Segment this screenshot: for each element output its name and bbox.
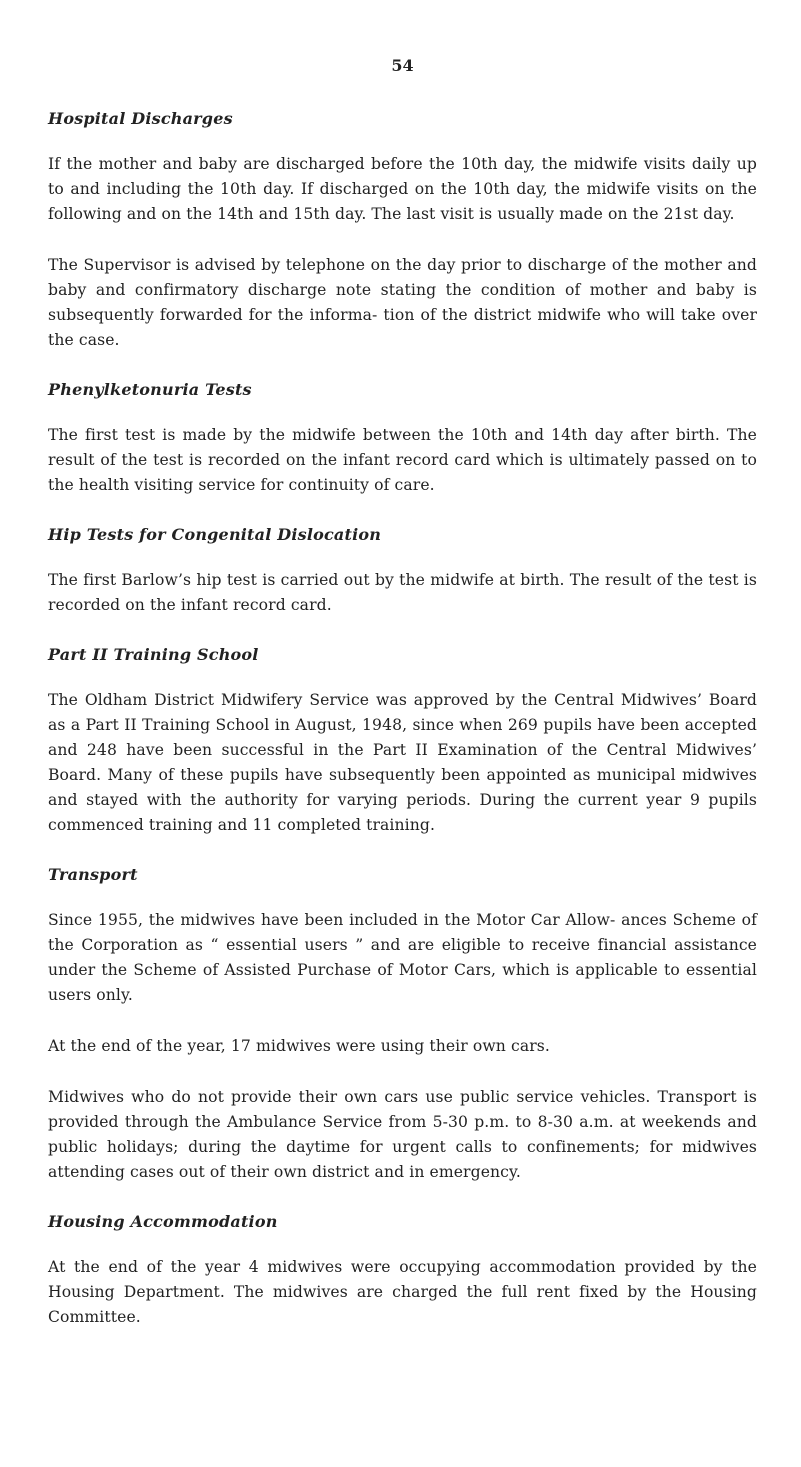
paragraph: At the end of the year, 17 midwives were using their own cars. <box>48 1037 550 1055</box>
paragraph: The Supervisor is advised by telephone on the day prior to discharge of the mother and baby and confirmatory discharge note stating the condition of mother and baby is subsequently forwarded for the informa- tion of the district midwife who will take over the case. <box>48 256 757 349</box>
paragraph: Since 1955, the midwives have been included in the Motor Car Allow- ances Scheme of the Corporation as “ essential users ” and are eligible to receive financial assistance under the Scheme of Assisted Purchase of Motor Cars, which is applicable to essential users only. <box>48 911 757 1004</box>
section-heading: Phenylketonuria Tests <box>48 380 252 399</box>
section-heading: Part II Training School <box>48 645 259 664</box>
section-transport <box>48 864 757 1185</box>
section-housing-accommodation <box>48 1211 757 1330</box>
section-phenylketonuria-tests <box>48 379 757 498</box>
section-hospital-discharges <box>48 108 757 353</box>
section-hip-tests <box>48 524 757 618</box>
paragraph: The first test is made by the midwife between the 10th and 14th day after birth. The result of the test is recorded on the infant record card which is ultimately passed on to the health visiting service for continuity of care. <box>48 426 757 494</box>
section-heading: Transport <box>48 865 138 884</box>
paragraph: The first Barlow’s hip test is carried out by the midwife at birth. The result of the test is recorded on the infant record card. <box>48 571 757 614</box>
section-heading: Hospital Discharges <box>48 109 233 128</box>
paragraph: At the end of the year 4 midwives were occupying accommodation provided by the Housing Department. The midwives are charged the full rent fixed by the Housing Committee. <box>48 1258 757 1326</box>
page-number: 54 <box>391 56 414 75</box>
paragraph: The Oldham District Midwifery Service was approved by the Central Midwives’ Board as a Part II Training School in August, 1948, since when 269 pupils have been accepted and 248 have been successful in the Part II Examination of the Central Midwives’ Board. Many of these pupils have subsequently been appointed as municipal midwives and stayed with the authority for varying periods. During the current year 9 pupils commenced training and 11 completed training. <box>48 691 757 834</box>
section-part-ii-training-school <box>48 644 757 838</box>
paragraph: If the mother and baby are discharged before the 10th day, the midwife visits daily up to and including the 10th day. If discharged on the 10th day, the midwife visits on the following and on the 14th and 15th day. The last visit is usually made on the 21st day. <box>48 155 757 223</box>
paragraph: Midwives who do not provide their own cars use public service vehicles. Transport is provided through the Ambulance Service from 5-30 p.m. to 8-30 a.m. at weekends and public holidays; during the daytime for urgent calls to confinements; for midwives attending cases out of their own district and in emergency. <box>48 1088 757 1181</box>
section-heading: Hip Tests for Congenital Dislocation <box>48 525 382 544</box>
section-heading: Housing Accommodation <box>48 1212 278 1231</box>
